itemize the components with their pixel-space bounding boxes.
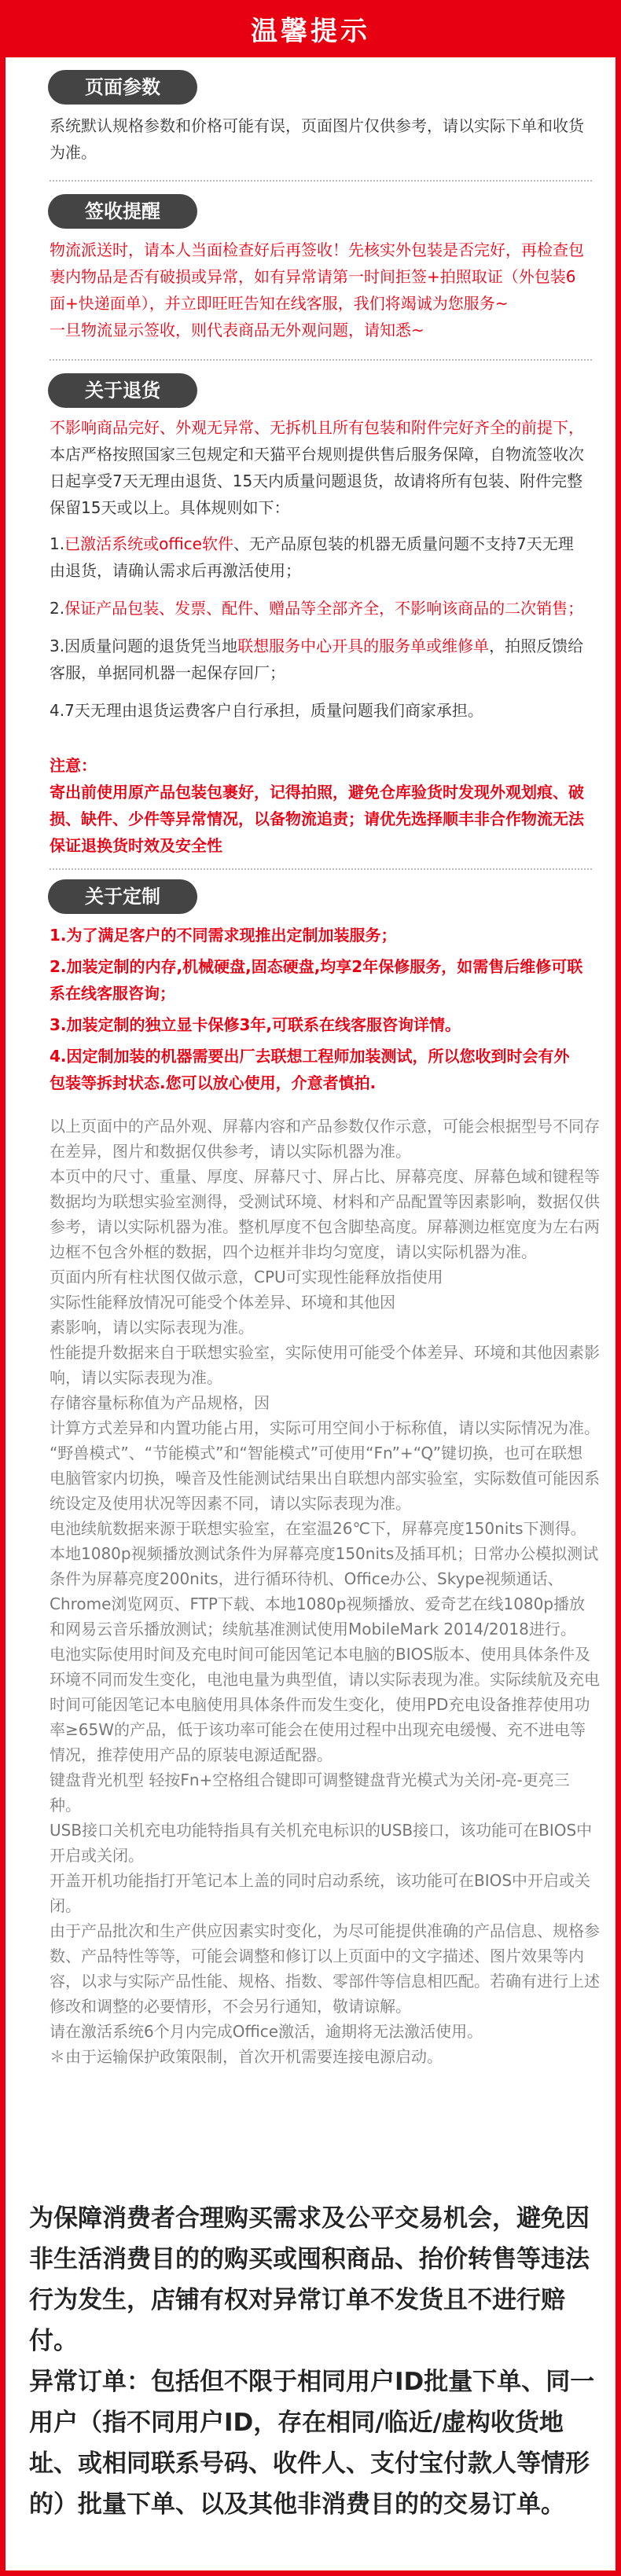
disclaimer-line: 开盖开机功能指打开笔记本上盖的同时启动系统，该功能可在BIOS中开启或关闭。 — [50, 1871, 591, 1915]
footer-para2: 异常订单：包括但不限于相同用户ID批量下单、同一用户（指不同用户ID，存在相同/临近/虚构收货地址、或相同联系号码、收件人、支付宝付款人等情形的）批量下单、以及其他非消费目的的交易订单。 — [29, 2368, 595, 2519]
disclaimer-line: 请在激活系统6个月内完成Office激活，逾期将无法激活使用。 — [50, 2022, 483, 2041]
item-number: 1. — [50, 534, 65, 553]
disclaimer-line: ＊由于运输保护政策限制，首次开机需要连接电源启动。 — [50, 2047, 443, 2066]
returns-item-3 — [50, 633, 584, 686]
item-number: 3. — [50, 637, 65, 655]
disclaimer-line: 键盘背光机型 轻按Fn+空格组合键即可调整键盘背光模式为关闭-亮-更亮三种。 — [50, 1771, 570, 1815]
disclaimer-line: 电池实际使用时间及充电时间可能因笔记本电脑的BIOS版本、使用具体条件及环境不同而发生变化，电池电量为典型值，请以实际表现为准。实际续航及充电时间可能因笔记本电脑使用具体条件而发生变化，使用PD充电设备推荐使用功率≥65W的产品，低于该功率可能会在使用过程中出现充电缓慢、充不进电等情况，推荐使用产品的原装电源适配器。 — [50, 1645, 600, 1764]
returns-item-2 — [50, 595, 584, 622]
divider — [50, 359, 592, 361]
disclaimer-line: 计算方式差异和内置功能占用，实际可用空间小于标称值，请以实际情况为准。 — [50, 1418, 600, 1437]
footer-para1: 为保障消费者合理购买需求及公平交易机会，避免因非生活消费目的的购买或囤积商品、抬价转售等违法行为发生，店铺有权对异常订单不发货且不进行赔付。 — [29, 2204, 590, 2355]
custom-item-2: 2.加装定制的内存,机械硬盘,固态硬盘,均享2年保修服务，如需售后维修可联系在线客服咨询； — [50, 957, 583, 1003]
item-highlight: 保证产品包装、发票、配件、赠品等全部齐全，不影响该商品的二次销售； — [64, 599, 584, 618]
returns-list — [50, 530, 584, 728]
returns-intro-text: 本店严格按照国家三包规定和天猫平台规则提供售后服务保障，自物流签收次日起享受7天无理由退货、15天内质量问题退货，故请将所有包装、附件完整保留15天或以上。具体规则如下： — [50, 445, 584, 517]
footer-notice — [29, 2198, 595, 2525]
receipt-text-red: 物流派送时，请本人当面检查好后再签收！先核实外包装是否完好，再检查包裹内物品是否有破损或异常，如有异常请第一时间拒签+拍照取证（外包装6面+快递面单），并立即旺旺告知在线客服，我们将竭诚为您服务~ — [50, 240, 584, 313]
disclaimer-line: 由于产品批次和生产供应因素实时变化，为尽可能提供准确的产品信息、规格参数、产品特性等等，可能会调整和修订以上页面中的文字描述、图片效果等内容，以求与实际产品性能、规格、指数、零部件等信息相匹配。若确有进行上述修改和调整的必要情形，不会另行通知，敬请谅解。 — [50, 1921, 600, 2016]
returns-intro — [50, 414, 584, 521]
disclaimer-line: 存储容量标称值为产品规格，因 — [50, 1393, 270, 1412]
section-title-receipt: 签收提醒 — [48, 194, 197, 229]
disclaimer-line: 素影响，请以实际表现为准。 — [50, 1318, 254, 1337]
params-text: 系统默认规格参数和价格可能有误，页面图片仅供参考，请以实际下单和收货为准。 — [50, 116, 584, 162]
returns-note — [50, 752, 584, 859]
returns-intro-red: 不影响商品完好、外观无异常、无拆机且所有包装和附件完好齐全的前提下， — [50, 418, 584, 437]
disclaimer-line: USB接口关机充电功能特指具有关机充电标识的USB接口，该功能可在BIOS中开启或关闭。 — [50, 1821, 593, 1865]
custom-item-4: 4.因定制加装的机器需要出厂去联想工程师加装测试，所以您收到时会有外包装等拆封状态.您可以放心使用，介意者慎拍. — [50, 1047, 570, 1092]
section-title-returns: 关于退货 — [48, 373, 197, 408]
returns-note-text: 寄出前使用原产品包装包裹好，记得拍照，避免仓库验货时发现外观划痕、破损、缺件、少件等异常情况，以备物流追责；请优先选择顺丰非合作物流无法保证退换货时效及安全性 — [50, 783, 584, 855]
disclaimer — [50, 1114, 600, 2069]
item-number: 2. — [50, 599, 65, 618]
section-title-custom: 关于定制 — [48, 879, 197, 914]
custom-item-text: 加装定制的独立显卡保修3年,可联系在线客服咨询详情。 — [66, 1015, 461, 1034]
disclaimer-line: 实际性能释放情况可能受个体差异、环境和其他因 — [50, 1293, 395, 1312]
custom-item-3: 3.加装定制的独立显卡保修3年,可联系在线客服咨询详情。 — [50, 1015, 461, 1034]
custom-item-text: 为了满足客户的不同需求现推出定制加装服务； — [66, 926, 397, 945]
item-highlight: 联想服务中心开具的服务单或维修单 — [237, 637, 490, 655]
custom-list — [50, 922, 584, 1101]
receipt-text — [50, 237, 584, 343]
disclaimer-line: 页面内所有柱状图仅做示意，CPU可实现性能释放指使用 — [50, 1268, 443, 1286]
returns-item-1 — [50, 530, 584, 584]
divider — [50, 180, 592, 182]
item-highlight: 已激活系统或office软件 — [64, 534, 233, 553]
item-text: ，拍照反馈给客服，单据同机器一起保存回厂； — [50, 637, 584, 682]
disclaimer-line: 本页中的尺寸、重量、厚度、屏幕尺寸、屏占比、屏幕亮度、屏幕色域和键程等数据均为联想实验室测得，受测试环境、材料和产品配置等因素影响，数据仅供参考，请以实际机器为准。整机厚度不包含脚垫高度。屏幕测边框宽度为左右两边框不包含外框的数据，四个边框并非均匀宽度，请以实际机器为准。 — [50, 1167, 600, 1261]
item-number: 4. — [50, 701, 65, 720]
custom-item-text: 加装定制的内存,机械硬盘,固态硬盘,均享2年保修服务，如需售后维修可联系在线客服咨询； — [50, 957, 583, 1003]
returns-item-4 — [50, 697, 584, 724]
disclaimer-line: 电池续航数据来源于联想实验室，在室温26℃下，屏幕亮度150nits下测得。本地1080p视频播放测试条件为屏幕亮度150nits及插耳机；日常办公模拟测试条件为屏幕亮度200nits，进行循环待机、Office办公、Skype视频通话、Chrome浏览网页、FTP下载、本地1080p视频播放、爱奇艺在线1080p播放和网易云音乐播放测试；续航基准测试使用MobileMark 2014/2018进行。 — [50, 1519, 599, 1638]
divider — [50, 868, 592, 870]
item-text: 因质量问题的退货凭当地 — [64, 637, 238, 655]
disclaimer-line: 以上页面中的产品外观、屏幕内容和产品参数仅作示意，可能会根据型号不同存在差异，图片和数据仅供参考，请以实际机器为准。 — [50, 1117, 600, 1161]
custom-item-1: 1.为了满足客户的不同需求现推出定制加装服务； — [50, 926, 397, 945]
receipt-text-red2: 一旦物流显示签收，则代表商品无外观问题，请知悉~ — [50, 321, 424, 339]
returns-note-title: 注意： — [50, 756, 97, 775]
item-text: 、无产品原包装的机器无质量问题不支持7天无理由退货，请确认需求后再激活使用； — [50, 534, 574, 580]
item-text: 7天无理由退货运费客户自行承担，质量问题我们商家承担。 — [64, 701, 483, 720]
banner-title: 温馨提示 — [6, 6, 615, 57]
custom-item-text: 因定制加装的机器需要出厂去联想工程师加装测试，所以您收到时会有外包装等拆封状态.您可以放心使用，介意者慎拍. — [50, 1047, 570, 1092]
section-title-params: 页面参数 — [48, 70, 197, 105]
disclaimer-line: 性能提升数据来自于联想实验室，实际使用可能受个体差异、环境和其他因素影响，请以实际表现为准。 — [50, 1343, 600, 1387]
disclaimer-line: “野兽模式”、“节能模式”和“智能模式”可使用“Fn”+“Q”键切换，也可在联想 电脑管家内切换，噪音及性能测试结果出自联想内部实验室，实际数值可能因系统设定及使用状况等因素不同，请以实际表现为准。 — [50, 1444, 600, 1513]
